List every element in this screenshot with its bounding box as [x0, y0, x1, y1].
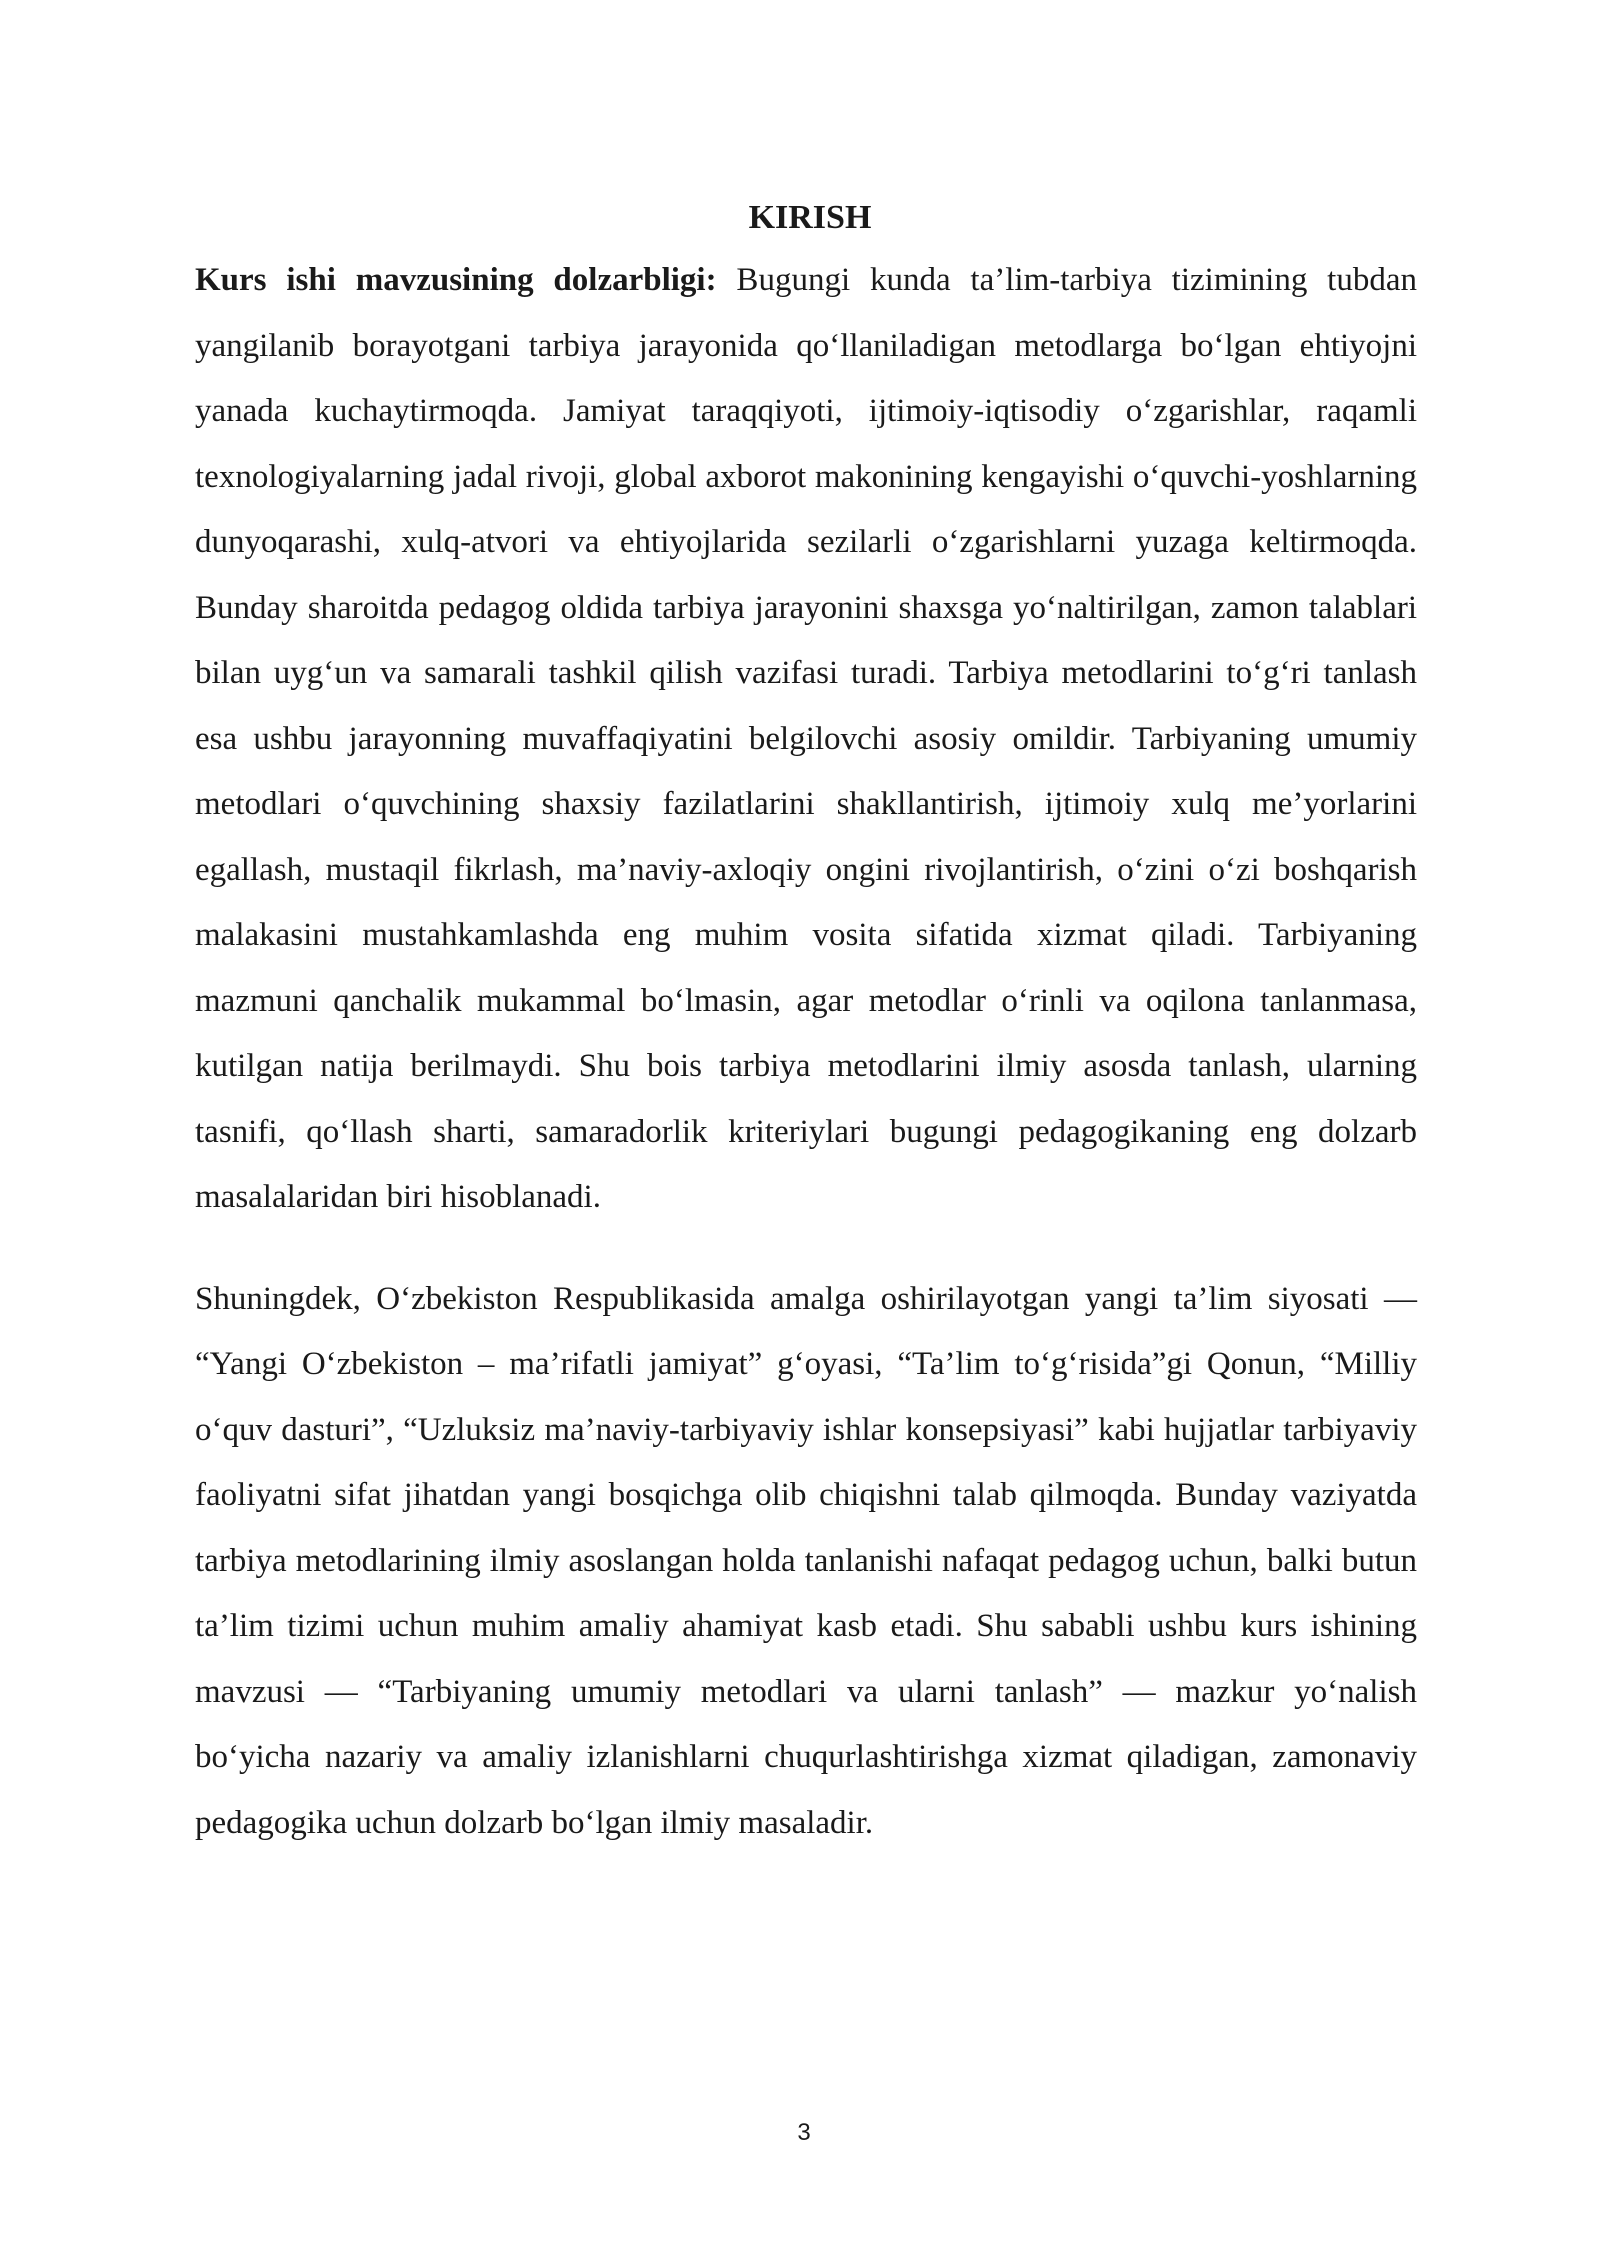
- section-heading: KIRISH: [748, 199, 872, 236]
- paragraph-relevance: [195, 248, 1417, 1231]
- paragraph-lead: Kurs ishi mavzusining dolzarbligi:: [195, 262, 717, 298]
- paragraph-text: Bugungi kunda ta’lim-tarbiya tizimining tubdan yangilanib borayotgani tarbiya jarayonida qo‘llaniladigan metodlarga bo‘lgan ehtiyojni yanada kuchaytirmoqda. Jamiyat taraqqiyoti, ijtimoiy-iqtisodiy o‘zgarishlar, raqamli texnologiyalarning jadal rivoji, global axborot makonining kengayishi o‘quvchi-yoshlarning dunyoqarashi, xulq-atvori va ehtiyojlarida sezilarli o‘zgarishlarni yuzaga keltirmoqda. Bunday sharoitda pedagog oldida tarbiya jarayonini shaxsga yo‘naltirilgan, zamon talablari bilan uyg‘un va samarali tashkil qilish vazifasi turadi. Tarbiya metodlarini to‘g‘ri tanlash esa ushbu jarayonning muvaffaqiyatini belgilovchi asosiy omildir. Tarbiyaning umumiy metodlari o‘quvchining shaxsiy fazilatlarini shakllantirish, ijtimoiy xulq me’yorlarini egallash, mustaqil fikrlash, ma’naviy-axloqiy ongini rivojlantirish, o‘zini o‘zi boshqarish malakasini mustahkamlashda eng muhim vosita sifatida xizmat qiladi. Tarbiyaning mazmuni qanchalik mukammal bo‘lmasin, agar metodlar o‘rinli va oqilona tanlanmasa, kutilgan natija berilmaydi. Shu bois tarbiya metodlarini ilmiy asosda tanlash, ularning tasnifi, qo‘llash sharti, samaradorlik kriteriylari bugungi pedagogikaning eng dolzarb masalalaridan biri hisoblanadi.: [195, 262, 1417, 1215]
- page-body: [195, 188, 1417, 1856]
- paragraph-policy: Shuningdek, O‘zbekiston Respublikasida amalga oshirilayotgan yangi ta’lim siyosati — “Yangi O‘zbekiston – ma’rifatli jamiyat” g‘oyasi, “Ta’lim to‘g‘risida”gi Qonun, “Milliy o‘quv dasturi”, “Uzluksiz ma’naviy-tarbiyaviy ishlar konsepsiyasi” kabi hujjatlar tarbiyaviy faoliyatni sifat jihatdan yangi bosqichga olib chiqishni talab qilmoqda. Bunday vaziyatda tarbiya metodlarining ilmiy asoslangan holda tanlanishi nafaqat pedagog uchun, balki butun ta’lim tizimi uchun muhim amaliy ahamiyat kasb etadi. Shu sababli ushbu kurs ishining mavzusi — “Tarbiyaning umumiy metodlari va ularni tanlash” — mazkur yo‘nalish bo‘yicha nazariy va amaliy izlanishlarni chuqurlashtirishga xizmat qiladigan, zamonaviy pedagogika uchun dolzarb bo‘lgan ilmiy masaladir.: [195, 1280, 1417, 1841]
- page-number: 3: [797, 2119, 811, 2146]
